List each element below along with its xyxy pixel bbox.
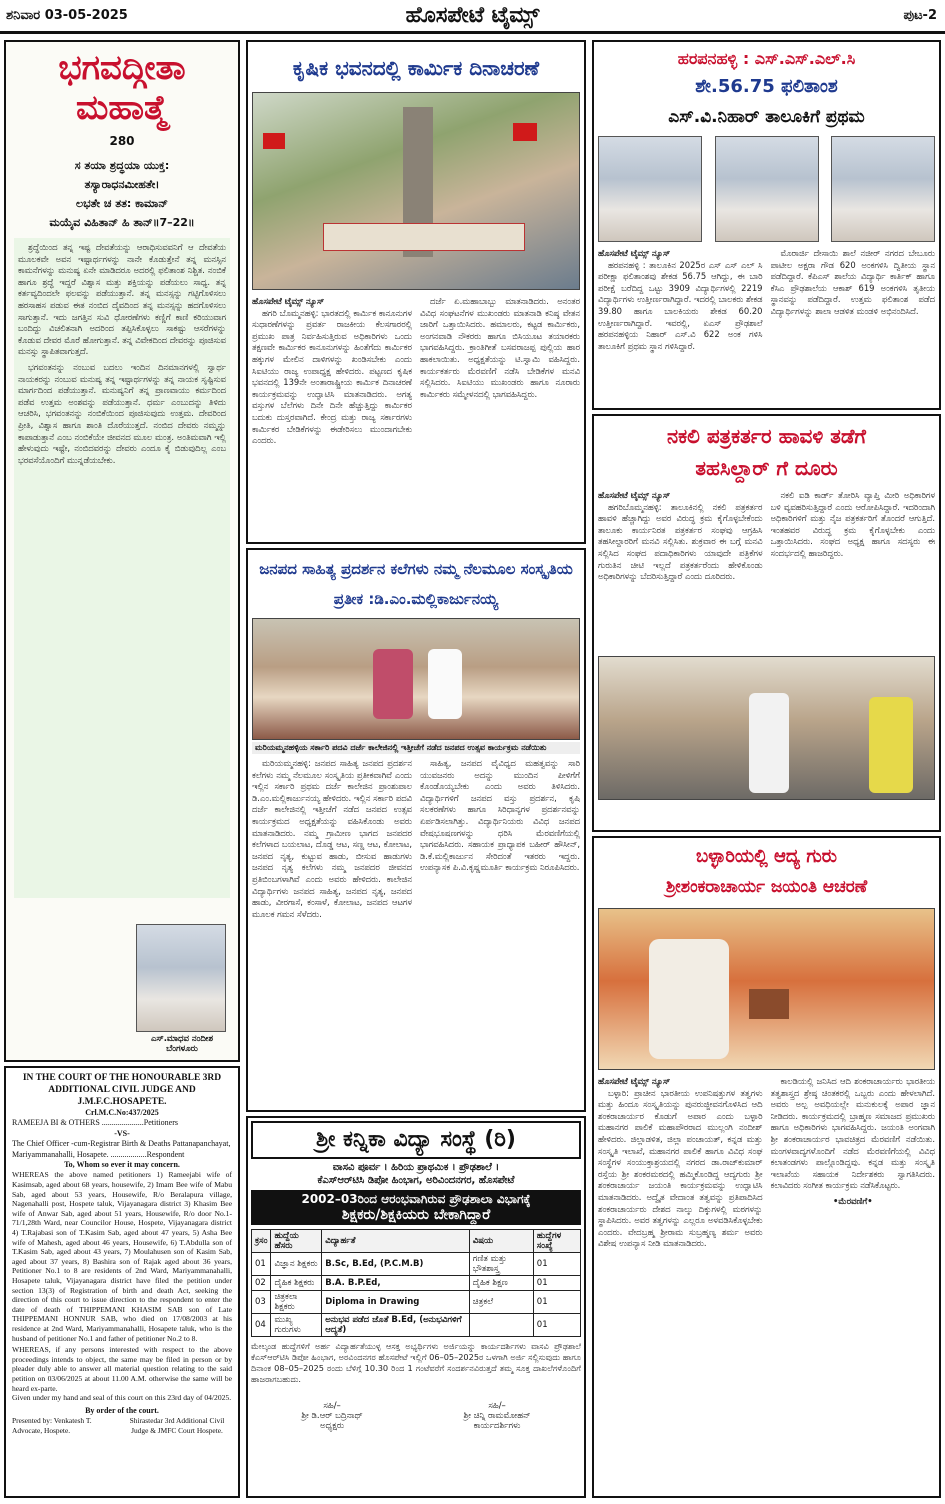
court-sign-left: Presented by: Venkatesh T. Advocate, Hospete.: [12, 1416, 92, 1435]
dateline: ಹೊಸಪೇಟೆ ಟೈಮ್ಸ್ ನ್ಯೂಸ್: [598, 248, 671, 258]
table-cell: ಚಿತ್ರಕಲಾ ಶಿಕ್ಷಕರು: [271, 1291, 322, 1314]
table-cell: ಮುಖ್ಯ ಗುರುಗಳು: [271, 1314, 322, 1337]
table-header-cell: ಹುದ್ದೆಯ ಹೆಸರು: [271, 1230, 322, 1253]
shankaracharya-body: [598, 1076, 935, 1472]
shankaracharya-col-left: [598, 1076, 763, 1472]
table-cell: ಚಿತ್ರಕಲೆ: [469, 1291, 533, 1314]
labour-day-body: [252, 296, 580, 556]
author-place: ಬೆಂಗಳೂರು: [166, 1044, 198, 1054]
verse-line: ಲಭತೇ ಚ ತತ: ಕಾಮಾನ್: [76, 197, 168, 210]
labour-day-story: [246, 40, 586, 544]
table-row: [252, 1253, 581, 1276]
table-header-cell: ಕ್ರಸಂ: [252, 1230, 271, 1253]
sslc-col-right: [771, 248, 936, 376]
fake-journalists-col-right: [771, 490, 936, 650]
flag-icon: [263, 133, 285, 149]
student-photo: [831, 136, 935, 242]
fake-journalists-photo: [598, 656, 935, 800]
folk-paragraph: ಸಾಹಿತ್ಯ, ಜನಪದ ವೈವಿಧ್ಯದ ಮಹತ್ವವನ್ನು ಸಾರಿ ಯುವಜನರು ಅದನ್ನು ಮುಂದಿನ ಪೀಳಿಗೆಗೆ ಕೊಂಡೊಯ್ಯಬೇಕು ಎಂದು ಅವರು ತಿಳಿಸಿದರು. ವಿದ್ಯಾರ್ಥಿಗಳಿಗೆ ಜನಪದ ವಸ್ತು ಪ್ರದರ್ಶನ, ಕೃಷಿ ಸಲಕರಣೆಗಳು ಹಾಗೂ ಸಿರಿಧಾನ್ಯಗಳ ಪ್ರದರ್ಶನವನ್ನು ಏರ್ಪಡಿಸಲಾಗಿತ್ತು. ವಿದ್ಯಾರ್ಥಿನಿಯರು ವಿವಿಧ ಜನಪದ ವೇಷಭೂಷಣಗಳನ್ನು ಧರಿಸಿ ಮೆರವಣಿಗೆಯಲ್ಲಿ ಭಾಗವಹಿಸಿದರು. ಸಹಾಯಕ ಪ್ರಾಧ್ಯಾಪಕ ಬಹೀರ್ ಹೌಸೀನ್, ಡಿ.ಕೆ.ಮಲ್ಲಿಕಾರ್ಜುನ ಸೇರಿದಂತೆ ಇತರರು ಇದ್ದರು. ಉಪನ್ಯಾಸಕ ಪಿ.ವಿ.ಕೃಷ್ಣಮೂರ್ತಿ ಕಾರ್ಯಕ್ರಮ ನಿರೂಪಿಸಿದರು.: [420, 758, 580, 873]
shankaracharya-photo: [598, 908, 935, 1070]
fake-journalists-headline-2: ತಹಸಿಲ್ದಾರ್ ಗೆ ದೂರು: [695, 456, 838, 480]
author-photo: [136, 924, 226, 1032]
case-number: Crl.M.C.No:437/2025: [85, 1108, 159, 1117]
vacancy-table-header: [252, 1230, 581, 1253]
sslc-paragraph: ಹರಪನಹಳ್ಳಿ : ತಾಲೂಕಿನ 2025ರ ಎಸ್ ಎಸ್ ಎಲ್ ಸಿ ಪರೀಕ್ಷಾ ಫಲಿತಾಂಶವು ಶೇಕಡ 56.75 ಆಗಿದ್ದು, ಈ ಬಾರಿ ಪರೀಕ್ಷೆ ಬರೆದಿದ್ದ ಒಟ್ಟು 3909 ವಿದ್ಯಾರ್ಥಿಗಳಲ್ಲಿ 2219 ವಿದ್ಯಾರ್ಥಿಗಳು ಉತ್ತೀರ್ಣರಾಗಿದ್ದಾರೆ. ಇದರಲ್ಲಿ ಬಾಲಕರು ಶೇಕಡ 39.80 ಹಾಗೂ ಬಾಲಕಿಯರು ಶೇಕಡ 60.20 ಉತ್ತೀರ್ಣರಾಗಿದ್ದಾರೆ. ಇವರಲ್ಲಿ, ಏಎಸ್ ಪ್ರೌಢಶಾಲೆ ಹರಪನಹಳ್ಳಿಯ ನಿಹಾರ್ ಎಸ್.ವಿ 622 ಅಂಕ ಗಳಿಸಿ ತಾಲೂಕಿಗೆ ಪ್ರಥಮ ಸ್ಥಾನ ಗಳಿಸಿದ್ದಾರೆ.: [598, 259, 763, 351]
folk-story: [246, 548, 586, 1112]
sslc-headline-1: ಹರಪನಹಳ್ಳಿ : ಎಸ್.ಎಸ್.ಎಲ್.ಸಿ: [677, 49, 856, 68]
school-line1: ವಾಸವಿ ಪೂರ್ವ । ಹಿರಿಯ ಪ್ರಾಥಮಿಕ । ಪ್ರೌಢಶಾಲೆ ।: [332, 1162, 500, 1173]
folk-paragraph: ಮರಿಯಮ್ಮನಹಳ್ಳಿ: ಜನಪದ ಸಾಹಿತ್ಯ ಜನಪದ ಪ್ರದರ್ಶನ ಕಲೆಗಳು ನಮ್ಮ ನೆಲಮೂಲ ಸಂಸ್ಕೃತಿಯ ಪ್ರತೀಕವಾಗಿವೆ ಎಂದು ಇಲ್ಲಿನ ಸರ್ಕಾರಿ ಪ್ರಥಮ ದರ್ಜೆ ಕಾಲೇಜಿನ ಪ್ರಾಂಶುಪಾಲ ಡಿ.ಎಂ.ಮಲ್ಲಿಕಾರ್ಜುನಯ್ಯ ಹೇಳಿದರು. ಇಲ್ಲಿನ ಸರ್ಕಾರಿ ಪದವಿ ದರ್ಜೆ ಕಾಲೇಜಿನಲ್ಲಿ ಇತ್ತೀಚೆಗೆ ನಡೆದ ಜನಪದ ಉತ್ಸವ ಕಾರ್ಯಕ್ರಮದ ಅಧ್ಯಕ್ಷತೆಯನ್ನು ವಹಿಸಿಕೊಂಡು ಅವರು ಮಾತನಾಡಿದರು. ನಮ್ಮ ಗ್ರಾಮೀಣ ಭಾಗದ ಜನಪದರ ಕಲೆಗಳಾದ ಬಯಲಾಟ, ದೊಡ್ಡ ಆಟ, ಸಣ್ಣ ಆಟ, ಕೋಲಾಟ, ಜನಪದ ನೃತ್ಯ, ಕುಟ್ಟುವ ಹಾಡು, ಬೀಸುವ ಹಾಡುಗಳು ಜನಪದ ನೃತ್ಯ ಕಲೆಗಳು ನಮ್ಮ ಜನಪದರ ಜೀವನದ ಪ್ರತಿಬಿಂಬಗಳಾಗಿವೆ ಎಂದು ಅವರು ಹೇಳಿದರು. ಕಾಲೇಜಿನ ವಿದ್ಯಾರ್ಥಿಗಳು ಜನಪದ ಸಾಹಿತ್ಯ, ಜನಪದ ನೃತ್ಯ, ಜನಪದ ಹಾಡು, ವೀರಗಾಸೆ, ಕಂಸಾಳೆ, ಕೋಲಾಟ, ಜನಪದ ಆಟಗಳ ಮೂಲಕ ಗಮನ ಸೆಳೆದರು.: [252, 758, 412, 919]
sslc-col-left: [598, 248, 763, 376]
verse-line: ತಸ್ಯಾರಾಧನಮೀಹತೇ।: [84, 178, 160, 191]
school-address: ಕೆಎಸ್ಆರ್‌ಟಿಸಿ ಡಿಪೋ ಹಿಂಭಾಗ, ಅರಿವಿಂದನಗರ, ಹೊಸಪೇಟೆ: [317, 1175, 515, 1186]
person-icon: [373, 649, 413, 719]
student-photo: [715, 136, 819, 242]
shankaracharya-paragraph: ಬಳ್ಳಾರಿ: ಪ್ರಾಚೀನ ಭಾರತೀಯ ಉಪನಿಷತ್ತುಗಳ ತತ್ವಗಳು ಮತ್ತು ಹಿಂದೂ ಸಂಸ್ಕೃತಿಯನ್ನು ಪುನರುಜ್ಜೀವನಗೊಳಿಸಿದ ಆದಿ ಶಂಕರಾಚಾರ್ಯರ ಕೊಡುಗೆ ಅಪಾರ ಎಂದು ಬಳ್ಳಾರಿ ಮಹಾನಗರ ಪಾಲಿಕೆ ಮಹಾಪೌರರಾದ ಮುಲ್ಲಂಗಿ ನಂದೀಶ್ ಹೇಳಿದರು. ಜಿಲ್ಲಾಡಳಿತ, ಜಿಲ್ಲಾ ಪಂಚಾಯತ್, ಕನ್ನಡ ಮತ್ತು ಸಂಸ್ಕೃತಿ ಇಲಾಖೆ, ಮಹಾನಗರ ಪಾಲಿಕೆ ಹಾಗೂ ವಿವಿಧ ಸಂಘ ಸಂಸ್ಥೆಗಳ ಸಂಯುಕ್ತಾಶ್ರಯದಲ್ಲಿ ನಗರದ ಡಾ.ರಾಜ್‌ಕುಮಾರ್ ರಸ್ತೆಯ ಶ್ರೀ ಶಂಕರಮಠದಲ್ಲಿ ಹಮ್ಮಿಕೊಂಡಿದ್ದ ಆದ್ಯಗುರು ಶ್ರೀ ಶಂಕರಾಚಾರ್ಯ ಜಯಂತಿ ಕಾರ್ಯಕ್ರಮವನ್ನು ಉದ್ಘಾಟಿಸಿ ಮಾತನಾಡಿದರು. ಅದ್ವೈತ ವೇದಾಂತ ತತ್ವವನ್ನು ಪ್ರತಿಪಾದಿಸಿದ ಶಂಕರಾಚಾರ್ಯರು ದೇಶದ ನಾಲ್ಕು ದಿಕ್ಕುಗಳಲ್ಲಿ ಮಠಗಳನ್ನು ಸ್ಥಾಪಿಸಿದರು. ಅವರ ತತ್ವಗಳನ್ನು ಎಲ್ಲರೂ ಅಳವಡಿಸಿಕೊಳ್ಳಬೇಕು ಎಂದರು. ವೇದಬ್ರಹ್ಮ ಶ್ರೀರಾಮ ಸುಬ್ರಹ್ಮಣ್ಯ ಶರ್ಮ ಅವರು ವಿಶೇಷ ಉಪನ್ಯಾಸ ನೀಡಿ ಮಾತನಾಡಿದರು.: [598, 1087, 763, 1249]
page-number: ಪುಟ-2: [903, 8, 937, 23]
shankaracharya-paragraph: ಕಾಲಡಿಯಲ್ಲಿ ಜನಿಸಿದ ಆದಿ ಶಂಕರಾಚಾರ್ಯರು ಭಾರತೀಯ ತತ್ವಶಾಸ್ತ್ರದ ಶ್ರೇಷ್ಠ ಚಿಂತಕರಲ್ಲಿ ಒಬ್ಬರು ಎಂದು ಹೇಳಲಾಗಿದೆ. ಅವರು ಅಲ್ಪ ಅವಧಿಯಲ್ಲೇ ಮನುಕುಲಕ್ಕೆ ಅಪಾರ ಜ್ಞಾನ ನೀಡಿದರು. ಕಾರ್ಯಕ್ರಮದಲ್ಲಿ ಬ್ರಾಹ್ಮಣ ಸಮಾಜದ ಪ್ರಮುಖರು ಹಾಗೂ ಅಧಿಕಾರಿಗಳು ಭಾಗವಹಿಸಿದ್ದರು. ಜಯಂತಿ ಅಂಗವಾಗಿ ಶ್ರೀ ಶಂಕರಾಚಾರ್ಯರ ಭಾವಚಿತ್ರದ ಮೆರವಣಿಗೆ ನಡೆಯಿತು. ಮಂಗಳವಾದ್ಯಗಳೊಂದಿಗೆ ನಡೆದ ಮೆರವಣಿಗೆಯಲ್ಲಿ ವಿವಿಧ ಕಲಾತಂಡಗಳು ಪಾಲ್ಗೊಂಡಿದ್ದವು. ಕನ್ನಡ ಮತ್ತು ಸಂಸ್ಕೃತಿ ಇಲಾಖೆಯ ಸಹಾಯಕ ನಿರ್ದೇಶಕರು ಸ್ವಾಗತಿಸಿದರು. ಕಲಾವಿದರು ಸಂಗೀತ ಕಾರ್ಯಕ್ರಮ ನಡೆಸಿಕೊಟ್ಟರು.: [770, 1076, 935, 1191]
wanted-line: ಶಿಕ್ಷಕರು/ಶಿಕ್ಷಕಿಯರು ಬೇಕಾಗಿದ್ದಾರೆ: [341, 1207, 491, 1223]
table-cell: ದೈಹಿಕ ಶಿಕ್ಷಣ: [469, 1276, 533, 1291]
author-byline: [126, 1034, 238, 1054]
person-icon: [869, 697, 913, 793]
person-icon: [649, 939, 729, 1059]
folk-photo: [252, 618, 580, 740]
table-cell: [469, 1314, 533, 1337]
labour-day-paragraph: ಹಗರಿ ಬೊಮ್ಮನಹಳ್ಳಿ: ಭಾರತದಲ್ಲಿ ಕಾರ್ಮಿಕ ಕಾನೂನುಗಳ ಸುಧಾರಣೆಗಳನ್ನು ಪ್ರವರ್ತ ರಾಜಕೀಯ ಕೆಲಸಗಾರರಲ್ಲಿ ಪ್ರಮುಖ ಪಾತ್ರ ನಿರ್ವಹಿಸುತ್ತಿರುವ ಅಧಿಕಾರಿಗಳು ಒಂದು ತಕ್ಷಣವೇ ಕಾರ್ಮಿಕರ ಕಾನೂನುಗಳನ್ನು ಹಿಂತೆಗೆದು ಕಾರ್ಮಿಕರ ಹಕ್ಕುಗಳ ಮೇಲಿನ ದಾಳಿಗಳನ್ನು ಖಂಡಿಸಬೇಕು ಎಂದು ಸಿಐಟಿಯು ರಾಜ್ಯ ಉಪಾಧ್ಯಕ್ಷ ಹೇಳಿದರು. ಪಟ್ಟಣದ ಕೃಷಿಕ ಭವನದಲ್ಲಿ 139ನೇ ಅಂತಾರಾಷ್ಟ್ರೀಯ ಕಾರ್ಮಿಕ ದಿನಾಚರಣೆ ಕಾರ್ಯಕ್ರಮವನ್ನು ಉದ್ಘಾಟಿಸಿ ಮಾತನಾಡಿದರು. ಅಗತ್ಯ ವಸ್ತುಗಳ ಬೆಲೆಗಳು ದಿನೇ ದಿನೇ ಹೆಚ್ಚುತ್ತಿದ್ದು ಕಾರ್ಮಿಕರ ಬದುಕು ದುಸ್ತರವಾಗಿದೆ. ಕೇಂದ್ರ ಮತ್ತು ರಾಜ್ಯ ಸರ್ಕಾರಗಳು ಕಾರ್ಮಿಕರ ಬೇಡಿಕೆಗಳನ್ನು ಈಡೇರಿಸಲು ಮುಂದಾಗಬೇಕು ಎಂದರು.: [252, 307, 412, 446]
court-given: Given under my hand and seal of this court on this 23rd day of 04/2025.: [12, 1393, 232, 1403]
school-name: ಶ್ರೀ ಕನ್ನಿಕಾ ವಿದ್ಯಾ ಸಂಸ್ಥೆ (ರಿ): [251, 1121, 581, 1159]
ad-sign-left: [301, 1401, 362, 1431]
banner-line: 2002–03ರಿಂದ ಆರಂಭವಾಗಿರುವ ಪ್ರೌಢಶಾಲಾ ವಿಭಾಗಕ್ಕೆ: [301, 1192, 531, 1206]
court-signatures: [12, 1416, 232, 1435]
podium-icon: [749, 989, 789, 1019]
gita-title-line1: ಭಗವದ್ಗೀತಾ: [58, 48, 186, 88]
ad-signatures: [251, 1401, 581, 1431]
table-cell: ವಿಜ್ಞಾನ ಶಿಕ್ಷಕರು: [271, 1253, 322, 1276]
dateline: ಹೊಸಪೇಟೆ ಟೈಮ್ಸ್ ನ್ಯೂಸ್: [598, 490, 671, 500]
ad-notice: ಮೇಲ್ಕಂಡ ಹುದ್ದೆಗಳಿಗೆ ಅರ್ಹ ವಿದ್ಯಾರ್ಹತೆಯುಳ್ಳ ಆಸಕ್ತ ಅಭ್ಯರ್ಥಿಗಳು ಅರ್ಜಿಯನ್ನು ಕಾರ್ಯದರ್ಶಿಗಳು ವಾಸವಿ ಪ್ರೌಢಶಾಲೆ ಕೆಎಸ್ಆರ್‌ಟಿಸಿ ಡಿಪೋ ಹಿಂಭಾಗ, ಅರವಿಂದನಗರ ಹೊಸಪೇಟೆ ಇಲ್ಲಿಗೆ 06–05–2025ರ ಒಳಗಾಗಿ ಅರ್ಜಿ ಸಲ್ಲಿಸುವುದು ಹಾಗೂ ದಿನಾಂಕ 08–05–2025 ರಂದು ಬೆಳಿಗ್ಗೆ 10.30 ರಿಂದ 1 ಗಂಟೆವರೆಗೆ ಸಂದರ್ಶನವಿರುತ್ತದೆ ತಮ್ಮ ಸೂಕ್ತ ದಾಖಲೆಗಳೊಂದಿಗೆ ಹಾಜರಾಗಬಹುದು.: [251, 1341, 581, 1384]
table-cell: ಗಣಿತ ಮತ್ತು ಭೌತಶಾಸ್ತ್ರ: [469, 1253, 533, 1276]
verse-line: ಸ ತಯಾ ಶ್ರದ್ಧಯಾ ಯುಕ್ತ:: [74, 159, 170, 172]
table-cell: Diploma in Drawing: [322, 1291, 470, 1314]
shankaracharya-subhead: •ಮೆರವಣಿಗೆ•: [832, 1195, 873, 1206]
sslc-headline-2: ಶೇ.56.75 ಫಲಿತಾಂಶ: [695, 76, 838, 97]
gita-number: 280: [109, 134, 135, 148]
labour-day-col-left: [252, 296, 412, 556]
person-icon: [749, 693, 789, 793]
author-name: ಎಸ್.ಮಾಧವ ನಂದೀಶ: [150, 1034, 214, 1044]
table-row: [252, 1291, 581, 1314]
table-header-cell: ವಿಷಯ: [469, 1230, 533, 1253]
sslc-paragraph: ಮೊರಾರ್ಜಿ ದೇಸಾಯಿ ಶಾಲೆ ನಜೀರ್ ನಗರದ ಬೇಬೂರು ಪಾಟೀಲ ಅಕ್ಷರಾ ಗೌಡ 620 ಅಂಕಗಳಿಸಿ ದ್ವಿತೀಯ ಸ್ಥಾನ ಪಡೆದಿದ್ದಾರೆ. ಕೆಪಿಎಸ್ ಶಾಲೆಯ ವಿದ್ಯಾರ್ಥಿ ಕಾರ್ತಿಕ್ ಹಾಗೂ ಕೆಸಿಎ ಪ್ರೌಢಶಾಲೆಯ ಆಕಾಶ್ 619 ಅಂಕಗಳಿಸಿ ತೃತೀಯ ಸ್ಥಾನವನ್ನು ಪಡೆದಿದ್ದಾರೆ. ಉತ್ತಮ ಫಲಿತಾಂಶ ಪಡೆದ ವಿದ್ಯಾರ್ಥಿಗಳನ್ನು ಶಾಲಾ ಆಡಳಿತ ಮಂಡಳಿ ಅಭಿನಂದಿಸಿದೆ.: [770, 248, 935, 316]
student-photos: [598, 136, 935, 242]
sign-label: ಸಹಿ/–: [323, 1401, 341, 1411]
folk-headline: ಜನಪದ ಸಾಹಿತ್ಯ ಪ್ರದರ್ಶನ ಕಲೆಗಳು ನಮ್ಮ ನೆಲಮೂಲ ಸಂಸ್ಕೃತಿಯ ಪ್ರತೀಕ :ಡಿ.ಎಂ.ಮಲ್ಲಿಕಾರ್ಜುನಯ್ಯ: [259, 560, 573, 608]
banner-icon: [323, 223, 525, 251]
petitioner: RAMEEJA BI & OTHERS .....................Petitioners: [12, 1118, 179, 1128]
folk-caption: ಮರಿಯಮ್ಮನಹಳ್ಳಿಯ ಸರ್ಕಾರಿ ಪದವಿ ದರ್ಜೆ ಕಾಲೇಜಿನಲ್ಲಿ ಇತ್ತೀಚೆಗೆ ನಡೆದ ಜನಪದ ಉತ್ಸವ ಕಾರ್ಯಕ್ರಮ ನಡೆಯಿತು: [252, 742, 580, 754]
table-cell: B.A. B.P.Ed,: [322, 1276, 470, 1291]
sign-role: ಅಧ್ಯಕ್ಷರು: [320, 1421, 345, 1431]
table-cell: 01: [252, 1253, 271, 1276]
student-photo: [598, 136, 702, 242]
fake-journalists-story: [592, 414, 941, 832]
gita-body: [14, 238, 230, 898]
labour-day-col-right: [420, 296, 580, 556]
fake-journalists-body: [598, 490, 935, 650]
shankaracharya-headline-2: ಶ್ರೀಶಂಕರಾಚಾರ್ಯ ಜಯಂತಿ ಆಚರಣೆ: [665, 877, 868, 897]
gita-column: [4, 40, 240, 1062]
gita-body-paragraph: ಶ್ರದ್ಧೆಯಿಂದ ತನ್ನ ಇಷ್ಟ ದೇವತೆಯನ್ನು ಆರಾಧಿಸುವವನಿಗೆ ಆ ದೇವತೆಯ ಮೂಲಕವೇ ಅವನ ಇಷ್ಟಾರ್ಥಗಳನ್ನು ನಾನೇ ಕೊಡುತ್ತೇನೆ ತನ್ನ ಮನಸ್ಸಿನ ಕಾಮನೆಗಳನ್ನು ಮನುಷ್ಯ ಏನೇ ಮಾಡಿದರೂ ಅದರಲ್ಲಿ ಫಲಿತಾಂಶ ನಿಶ್ಚಿತ. ನಂಬಿಕೆ ಹಾಗೂ ಶ್ರದ್ಧೆ ಇದ್ದರೆ ವಿಶ್ವಾಸ ಮತ್ತು ಶಕ್ತಿಯನ್ನು ಪಡೆಯಲು ಸಾಧ್ಯ. ತನ್ನ ಕರ್ತವ್ಯದಿಂದಲೇ ಫಲವನ್ನು ಪಡೆಯುತ್ತಾನೆ. ತನ್ನ ಮನಸ್ಸನ್ನು ಗಟ್ಟಿಗೊಳಿಸಲು ಹರಸಾಹಸ ಪಡುವ ಈತ ನಂಬಿದ ದೈವದಿಂದ ತನ್ನ ಮನಸ್ಸನ್ನು ಹದಗೊಳಿಸಲು ಸಾಗುತ್ತಾನೆ. ಇದು ಜಗತ್ತಿನ ಸುವಿ ಧೋರಣೆಗಳು ಕಣ್ಣಿಗೆ ಕಾಣಿ ಕರಿಯುವಾಗ ಬಂದಿದ್ದು ವಿಚಲಿತನಾಗಿ ಅದರಿಂದ ತಪ್ಪಿಸಿಕೊಳ್ಳಲು ಸಾಕಷ್ಟು ಆಸರೆಗಳನ್ನು ಕೊಡುವ ದೇವರ ಮೊರೆ ಹೋಗುತ್ತಾನೆ. ತನ್ನ ವಿವೇಕದಿಂದ ದೇವರನ್ನು ಪೂಜಿಸುವ ಮನಸ್ಸು ಸ್ಥಾಪಿತವಾಗುತ್ತದೆ.: [18, 242, 226, 357]
table-row: [252, 1276, 581, 1291]
court-sign-right: Shirastedar 3rd Additional Civil Judge & JMFC Court Hospete.: [129, 1416, 225, 1435]
table-cell: ದೈಹಿಕ ಶಿಕ್ಷಕರು: [271, 1276, 322, 1291]
court-notice: [4, 1066, 240, 1498]
table-cell: 02: [252, 1276, 271, 1291]
fake-journalists-headline-1: ನಕಲಿ ಪತ್ರಕರ್ತರ ಹಾವಳಿ ತಡೆಗೆ: [667, 424, 866, 448]
table-cell: 04: [252, 1314, 271, 1337]
to-whom: To, Whom so ever it may concern.: [64, 1160, 180, 1170]
gita-verse: [12, 156, 232, 232]
issue-date: ಶನಿವಾರ 03-05-2025: [6, 8, 128, 23]
court-para: WHEREAS the above named petitioners 1) Rameejabi wife of Kasimsab, aged about 68 years, housewife, 2) Imam Bee wife of Mabu Sab, aged about 53 years, Housewife, R/o Beralapura village, Nagenahalli post, Hospete taluk, Vijayanagara district 3) Khasim Bee wife of Anwar Sab, aged about 51 years, Housewife, R/o door No.1-71/1,28th Ward, near Councilor House, Hospete, Vijayanagara district 4) T.Rajabasi son of T.Kasim Sab, aged about 47 years, 5) Asha Bee wife of Mahesh, aged about 46 years, Housewife, 6) T.Abdulla son of T.Kasim Sab, aged about 43 years, 7) Moulahusen son of Kasim Sab, aged about 37 years, 8) Bashira son of Rajak aged about 36 years, Petitioner No.1 to 8 are residents of 2nd Ward, Mariyammanahalli, Hosapete taluk, Vijayanagara district have filed the petition under section 13(3) of Registration of birth and death Act, seeking the direction of this court to issue direction to the respondent to enter the date of death of THIPPEMANI KHASIM SAB son of Late THIPPEMANI HONNUR SAB, who died on 17/08/2003 at his residence at 2nd Ward, Mariyammanahalli, Hosapete taluk, who is the husband of petitioner No.1 and father of petitioner No.2 to 8.: [12, 1170, 232, 1343]
dateline: ಹೊಸಪೇಟೆ ಟೈಮ್ಸ್ ನ್ಯೂಸ್: [598, 1076, 671, 1086]
table-header-cell: ವಿದ್ಯಾರ್ಹತೆ: [322, 1230, 470, 1253]
court-title: IN THE COURT OF THE HONOURABLE 3RD ADDITIONAL CIVIL JUDGE AND J.M.F.C.HOSAPETE.: [22, 1073, 222, 1107]
sslc-story: [592, 40, 941, 410]
ad-sign-right: [464, 1401, 531, 1431]
court-para: WHEREAS, if any persons interested with respect to the above proceedings intends to object, the same may be filed in person or by pleader duly able to answer all material question relating to the said petition on 03/06/2025 at about 11.00 A.M. otherwise the same will be heard ex-parte.: [12, 1345, 232, 1393]
table-cell: 01: [533, 1253, 580, 1276]
gita-title-line2: ಮಹಾತ್ಮೆ: [76, 88, 168, 128]
sign-name: ಶ್ರೀ ಡಿ.ಆರ್ ಬದ್ರಿನಾಥ್: [301, 1411, 363, 1421]
labour-day-headline: ಕೃಷಿಕ ಭವನದಲ್ಲಿ ಕಾರ್ಮಿಕ ದಿನಾಚರಣೆ: [292, 56, 540, 80]
table-cell: 01: [533, 1291, 580, 1314]
person-icon: [428, 649, 462, 719]
table-cell: B.Sc, B.Ed, (P.C.M.B): [322, 1253, 470, 1276]
table-header-cell: ಹುದ್ದೆಗಳ ಸಂಖ್ಯೆ: [533, 1230, 580, 1253]
sslc-body: [598, 248, 935, 376]
verse-line: ಮಯೈವ ವಿಹಿತಾನ್ ಹಿ ತಾನ್॥7–22॥: [49, 216, 195, 229]
versus: -VS-: [114, 1128, 130, 1138]
labour-day-paragraph: ದರ್ಜೆ ಏ.ಮಹಾಬಾಬ್ಬು ಮಾತನಾಡಿದರು. ಅನಂತರ ವಿವಿಧ ಸಂಘಟನೆಗಳ ಮುಖಂಡರು ಮಾತನಾಡಿ ಕನಿಷ್ಠ ವೇತನ ಜಾರಿಗೆ ಒತ್ತಾಯಿಸಿದರು. ಹಮಾಲರು, ಕಟ್ಟಡ ಕಾರ್ಮಿಕರು, ಅಂಗನವಾಡಿ ನೌಕರರು ಹಾಗೂ ಬಿಸಿಯೂಟ ತಯಾರಕರು ಭಾಗವಹಿಸಿದ್ದರು. ಕ್ರಾಂತಿಗೀತೆ ಬಸವರಾಜಪ್ಪ ಪುಲ್ಲಿಯ ಹಾರ ಹಾಕಲಾಯಿತು. ಅಧ್ಯಕ್ಷತೆಯನ್ನು ಟಿ.ಸ್ವಾಮಿ ವಹಿಸಿದ್ದರು. ಕಾರ್ಯಕರ್ತರು ಮೆರವಣಿಗೆ ನಡೆಸಿ ಬೇಡಿಕೆಗಳ ಮನವಿ ಸಲ್ಲಿಸಿದರು. ಸಿಐಟಿಯು ಮುಖಂಡರು ಹಾಗೂ ನೂರಾರು ಕಾರ್ಮಿಕರು ಸಮ್ಮೇಳನದಲ್ಲಿ ಭಾಗವಹಿಸಿದ್ದರು.: [420, 296, 580, 399]
school-advertisement: [246, 1116, 586, 1498]
court-order: By order of the court.: [85, 1405, 159, 1415]
respondent: The Chief Officer -cum-Registrar Birth & Deaths Pattanapanchayat, Mariyammanahalli, Hosapete. ..................Respondent: [12, 1139, 231, 1159]
page-header: [0, 0, 945, 34]
sslc-headline-3: ಎಸ್.ವಿ.ನಿಹಾರ್ ತಾಲೂಕಿಗೆ ಪ್ರಥಮ: [668, 107, 865, 127]
fake-journalists-paragraph: ಹಗರಿಬೊಮ್ಮನಹಳ್ಳಿ: ತಾಲೂಕಿನಲ್ಲಿ ನಕಲಿ ಪತ್ರಕರ್ತರ ಹಾವಳಿ ಹೆಚ್ಚಾಗಿದ್ದು ಅವರ ವಿರುದ್ಧ ಕ್ರಮ ಕೈಗೊಳ್ಳಬೇಕೆಂದು ತಾಲೂಕು ಕಾರ್ಯನಿರತ ಪತ್ರಕರ್ತರ ಸಂಘವು ಆಗ್ರಹಿಸಿ ತಹಸೀಲ್ದಾರರಿಗೆ ಮನವಿ ಸಲ್ಲಿಸಿತು. ಶುಕ್ರವಾರ ಈ ಬಗ್ಗೆ ಮನವಿ ಸಲ್ಲಿಸಿದ ಸಂಘದ ಪದಾಧಿಕಾರಿಗಳು ಯಾವುದೇ ಪತ್ರಿಕೆಗಳ ಗುರುತಿನ ಚೀಟಿ ಇಲ್ಲದೆ ಪತ್ರಕರ್ತರೆಂದು ಹೇಳಿಕೊಂಡು ಅಧಿಕಾರಿಗಳನ್ನು ಬೆದರಿಸುತ್ತಿದ್ದಾರೆ ಎಂದು ದೂರಿದರು.: [598, 501, 763, 582]
school-banner: [251, 1190, 581, 1225]
gita-body-paragraph: ಭಗವಂತನನ್ನು ನಂಬುವ ಬದಲು ಇಂದಿನ ದಿನಮಾನಗಳಲ್ಲಿ ಸ್ವಾರ್ಥ ನಾಯಕರನ್ನು ನಂಬುವ ಮನುಷ್ಯ ತನ್ನ ಇಷ್ಟಾರ್ಥಗಳನ್ನು ತನ್ನ ನಾಯಕ ಸೃಷ್ಟಿಸುವ ಮಾರ್ಗದಿಂದ ಪಡೆಯುತ್ತಾನೆ. ಮನುಷ್ಯನಿಗೆ ತನ್ನ ಪ್ರಾಣವಾಯು ಕರ್ಮದಿಂದ ಪಡೆವ ಉತ್ತಮ ಅಂಶವನ್ನು ಪಡೆಯುತ್ತಾನೆ. ಧರ್ಮ ಎಂಬುದನ್ನು ತಿಳಿದು ಆಚರಿಸಿ, ಭಗವಂತನನ್ನು ನಂಬಿಕೆಯಿಂದ ಪೂಜಿಸುವುದು ಉತ್ತಮ. ದೇವರಿಂದ ಪ್ರೀತಿ, ವಿಶ್ವಾಸ ಹಾಗೂ ಶಾಂತಿ ದೊರೆಯುತ್ತದೆ. ನಂಬಿದ ದೇವರು ನಮ್ಮನ್ನು ಕಾಪಾಡುತ್ತಾನೆ ಎಂಬ ನಂಬಿಕೆಯೇ ಜೀವನದ ಮೂಲ ಮಂತ್ರ. ಅಂತಿಮವಾಗಿ ಇಲ್ಲಿ ಹೇಳುವುದು ಇಷ್ಟೇ, ನಂಬಿದವರನ್ನು ದೇವರು ಎಂದೂ ಕೈ ಬಿಡುವುದಿಲ್ಲ ಎಂಬ ಭರವಸೆಯೊಂದಿಗೆ ಮುನ್ನಡೆಯಬೇಕು.: [18, 361, 226, 465]
table-cell: 01: [533, 1314, 580, 1337]
table-cell: ಅನುಭವ ಪಡೆದ ಜೊತೆ B.Ed, (ಅನುಭವಿಗಳಿಗೆ ಆದ್ಯತೆ): [322, 1314, 470, 1337]
folk-col-left: [252, 758, 412, 1138]
folk-col-right: [420, 758, 580, 1138]
shankaracharya-col-right: [771, 1076, 936, 1472]
vacancy-table: [251, 1229, 581, 1337]
table-row: [252, 1314, 581, 1337]
flag-icon: [513, 123, 537, 141]
table-cell: 01: [533, 1276, 580, 1291]
table-cell: 03: [252, 1291, 271, 1314]
fake-journalists-col-left: [598, 490, 763, 650]
shankaracharya-story: [592, 836, 941, 1498]
dateline: ಹೊಸಪೇಟೆ ಟೈಮ್ಸ್ ನ್ಯೂಸ್: [252, 296, 325, 306]
masthead: ಹೊಸಪೇಟೆ ಟೈಮ್ಸ್: [405, 2, 540, 28]
sign-label: ಸಹಿ/–: [488, 1401, 506, 1411]
shankaracharya-headline-1: ಬಳ್ಳಾರಿಯಲ್ಲಿ ಆದ್ಯ ಗುರು: [695, 846, 838, 867]
fake-journalists-paragraph: ನಕಲಿ ಐಡಿ ಕಾರ್ಡ್ ತೋರಿಸಿ ವ್ಯಾಪ್ತಿ ಮೀರಿ ಅಧಿಕಾರಿಗಳ ಬಳಿ ವ್ಯವಹರಿಸುತ್ತಿದ್ದಾರೆ ಎಂದು ಆರೋಪಿಸಿದ್ದಾರೆ. ಇದರಿಂದಾಗಿ ಅಧಿಕಾರಿಗಳಿಗೆ ಮತ್ತು ನೈಜ ಪತ್ರಕರ್ತರಿಗೆ ತೊಂದರೆ ಆಗುತ್ತಿದೆ. ಇಂತಹವರ ವಿರುದ್ಧ ಕ್ರಮ ಕೈಗೊಳ್ಳಬೇಕು ಎಂದು ಒತ್ತಾಯಿಸಿದರು. ಸಂಘದ ಅಧ್ಯಕ್ಷ ಹಾಗೂ ಸದಸ್ಯರು ಈ ಸಂದರ್ಭದಲ್ಲಿ ಹಾಜರಿದ್ದರು.: [770, 490, 935, 558]
labour-day-photo: [252, 92, 580, 290]
folk-body: [252, 758, 580, 1138]
sign-role: ಕಾರ್ಯದರ್ಶಿಗಳು: [473, 1421, 521, 1431]
sign-name: ಶ್ರೀ ಚಿನ್ನಿ ರಾಮಮೋಹನ್: [463, 1411, 531, 1421]
